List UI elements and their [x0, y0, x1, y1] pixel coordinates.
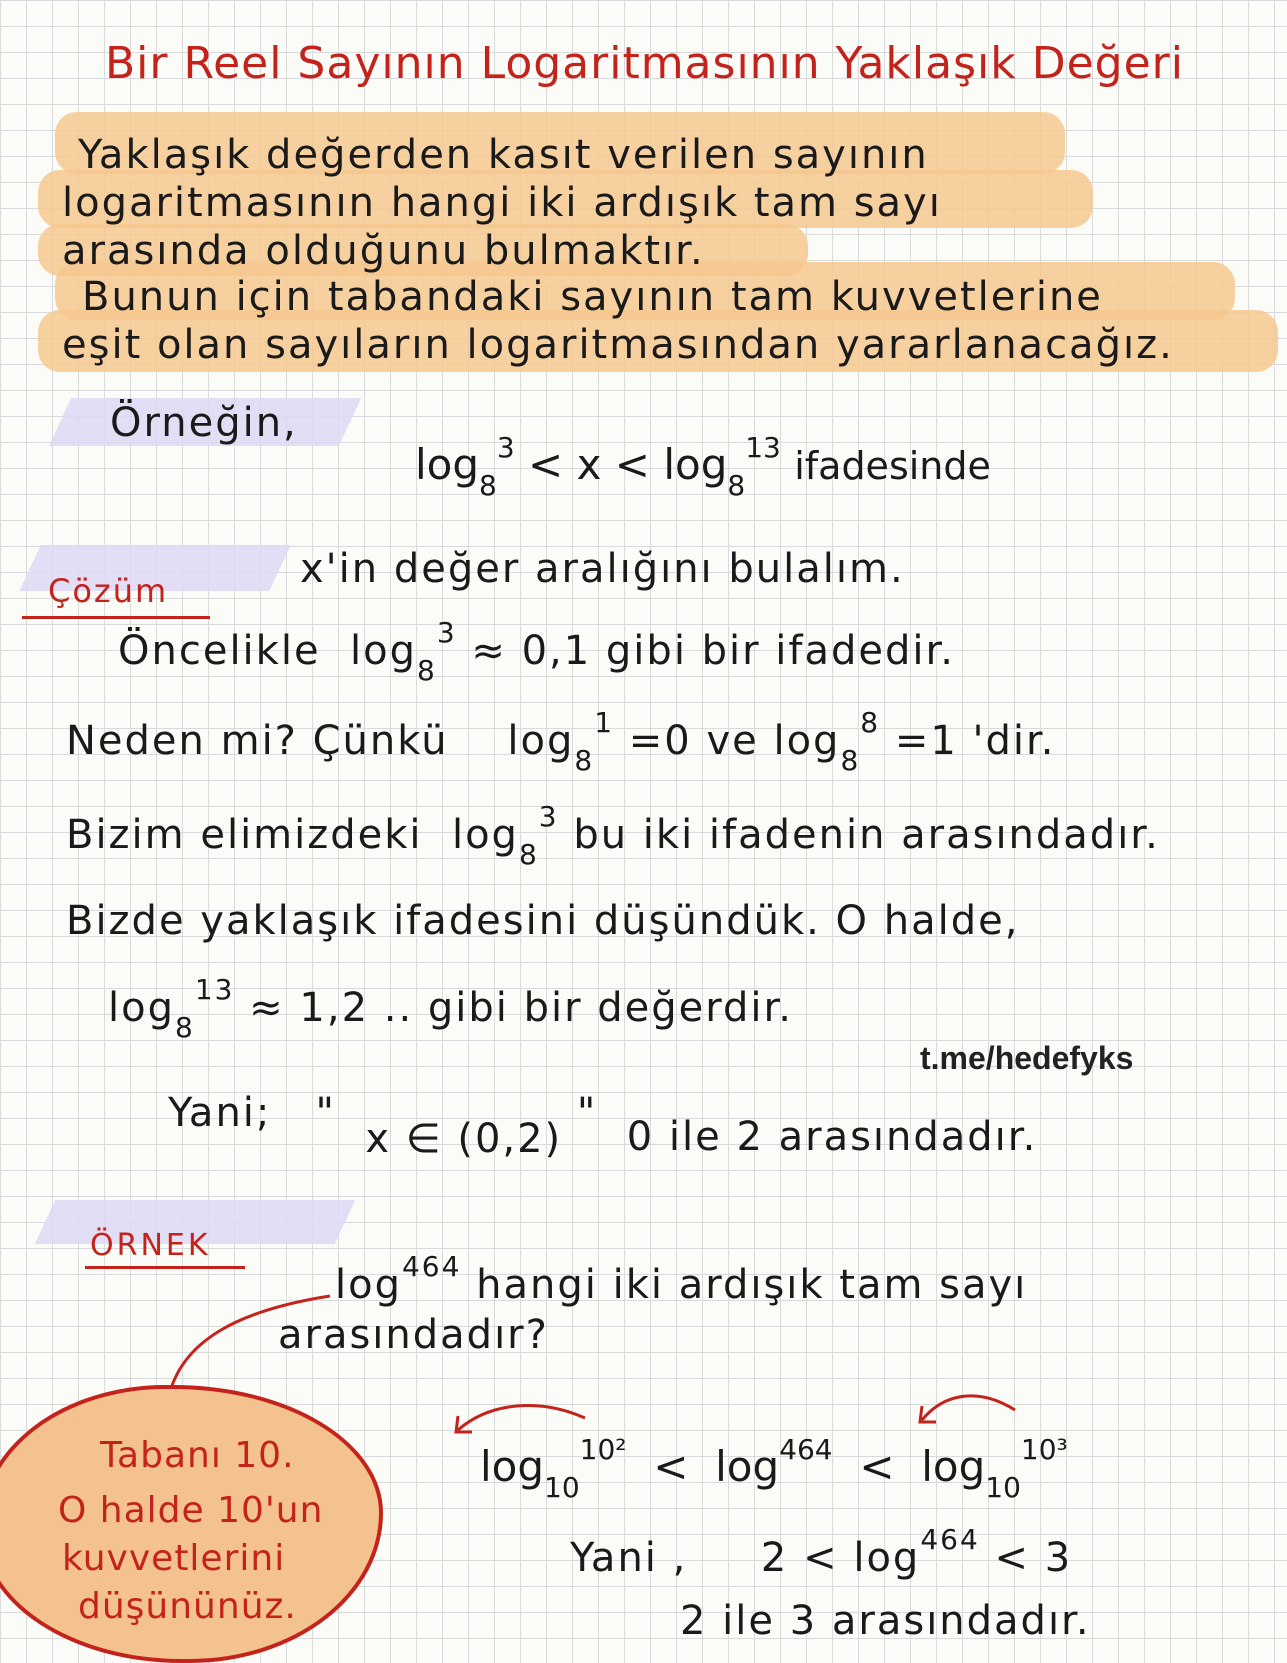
page-title: Bir Reel Sayının Logaritmasının Yaklaşık Değeri [105, 38, 1184, 89]
text: Bizim elimizdeki [66, 812, 423, 858]
log-base: 8 [840, 744, 861, 777]
log-base: 10 [985, 1471, 1021, 1504]
watermark: t.me/hedefyks [920, 1040, 1134, 1076]
intro-line-3: arasında olduğunu bulmaktır. [62, 228, 705, 274]
intro-line-1: Yaklaşık değerden kasıt verilen sayının [78, 132, 929, 178]
log-arg: 8 [860, 706, 881, 739]
hint-line-4: düşününüz. [78, 1586, 297, 1627]
hint-line-2: O halde 10'un [58, 1490, 324, 1531]
less-than: < [653, 1442, 689, 1491]
log-base: 8 [416, 654, 437, 687]
log-text: log [921, 1442, 986, 1491]
solution-label: Çözüm [48, 572, 169, 610]
text: 0 ile 2 arasındadır. [626, 1114, 1038, 1160]
log-text: log [335, 1262, 402, 1308]
log-base: 8 [174, 1011, 195, 1044]
text: bu iki ifadenin arasındadır. [573, 812, 1160, 858]
log-arg: 10³ [1020, 1433, 1068, 1466]
curved-arrow-left [458, 1406, 585, 1431]
log-text: log [108, 985, 175, 1031]
log-arg: 3 [436, 616, 457, 649]
log-base: 8 [479, 469, 497, 502]
log-arg: 3 [538, 800, 559, 833]
text: ≈ 0,1 gibi bir ifadedir. [471, 628, 956, 674]
interval: x ∈ (0,2) [365, 1116, 563, 1162]
intro-line-5: eşit olan sayıların logaritmasından yararlanacağız. [62, 322, 1174, 368]
log-arg: 464 [920, 1523, 980, 1556]
final-answer: 2 ile 3 arasındadır. [680, 1598, 1091, 1644]
log-base: 8 [518, 838, 539, 871]
log-text: log [507, 718, 575, 764]
quote: " [576, 1090, 598, 1136]
text: =0 ve [628, 718, 759, 764]
text: Öncelikle [118, 628, 321, 674]
inequality: < x < [528, 440, 650, 489]
log-arg: 3 [496, 431, 515, 464]
log-text: log [663, 440, 728, 489]
example-label: Örneğin, [110, 400, 298, 446]
log-arg: 13 [194, 973, 235, 1006]
log-base: 8 [574, 744, 595, 777]
text: Yani; [168, 1090, 272, 1136]
log-text: log [415, 440, 480, 489]
example2-label: ÖRNEK [90, 1228, 211, 1263]
log-text: log [853, 1535, 921, 1581]
text: =1 'dir. [894, 718, 1056, 764]
text: < 3 [994, 1535, 1073, 1581]
log-text: log [451, 812, 519, 858]
text: Neden mi? Çünkü [66, 718, 449, 764]
intro-line-2: logaritmasının hangi iki ardışık tam sayı [62, 180, 942, 226]
result-line [570, 1523, 1073, 1581]
example2-inequality [480, 1433, 1068, 1504]
log-arg: 464 [401, 1250, 462, 1283]
log-text: log [773, 718, 841, 764]
log-arg: 10² [579, 1433, 627, 1466]
curved-arrow-right [922, 1396, 1015, 1420]
text: 2 < [760, 1535, 839, 1581]
hint-line-1: Tabanı 10. [100, 1435, 295, 1476]
example-question: x'in değer aralığını bulalım. [300, 546, 905, 592]
log-base: 8 [727, 469, 746, 502]
intro-line-4: Bunun için tabandaki sayının tam kuvvetlerine [82, 274, 1103, 320]
text: Yani , [570, 1535, 688, 1581]
solution-line-4: Bizde yaklaşık ifadesini düşündük. O halde, [66, 898, 1020, 944]
log-text: log [715, 1442, 780, 1491]
text: hangi iki ardışık tam sayı [476, 1262, 1028, 1308]
log-text: log [480, 1442, 545, 1491]
log-text: log [350, 628, 417, 674]
log-arg: 464 [779, 1433, 833, 1466]
log-base: 10 [544, 1471, 580, 1504]
less-than: < [859, 1442, 895, 1491]
curved-arrow-to-cloud [168, 1296, 330, 1400]
log-arg: 1 [594, 706, 615, 739]
text: ≈ 1,2 .. gibi bir değerdir. [249, 985, 793, 1031]
quote: " [315, 1090, 336, 1136]
expression-tail: ifadesinde [794, 444, 991, 488]
hint-line-3: kuvvetlerini [62, 1538, 286, 1579]
example2-question-2: arasındadır? [278, 1312, 549, 1358]
log-arg: 13 [745, 431, 781, 464]
